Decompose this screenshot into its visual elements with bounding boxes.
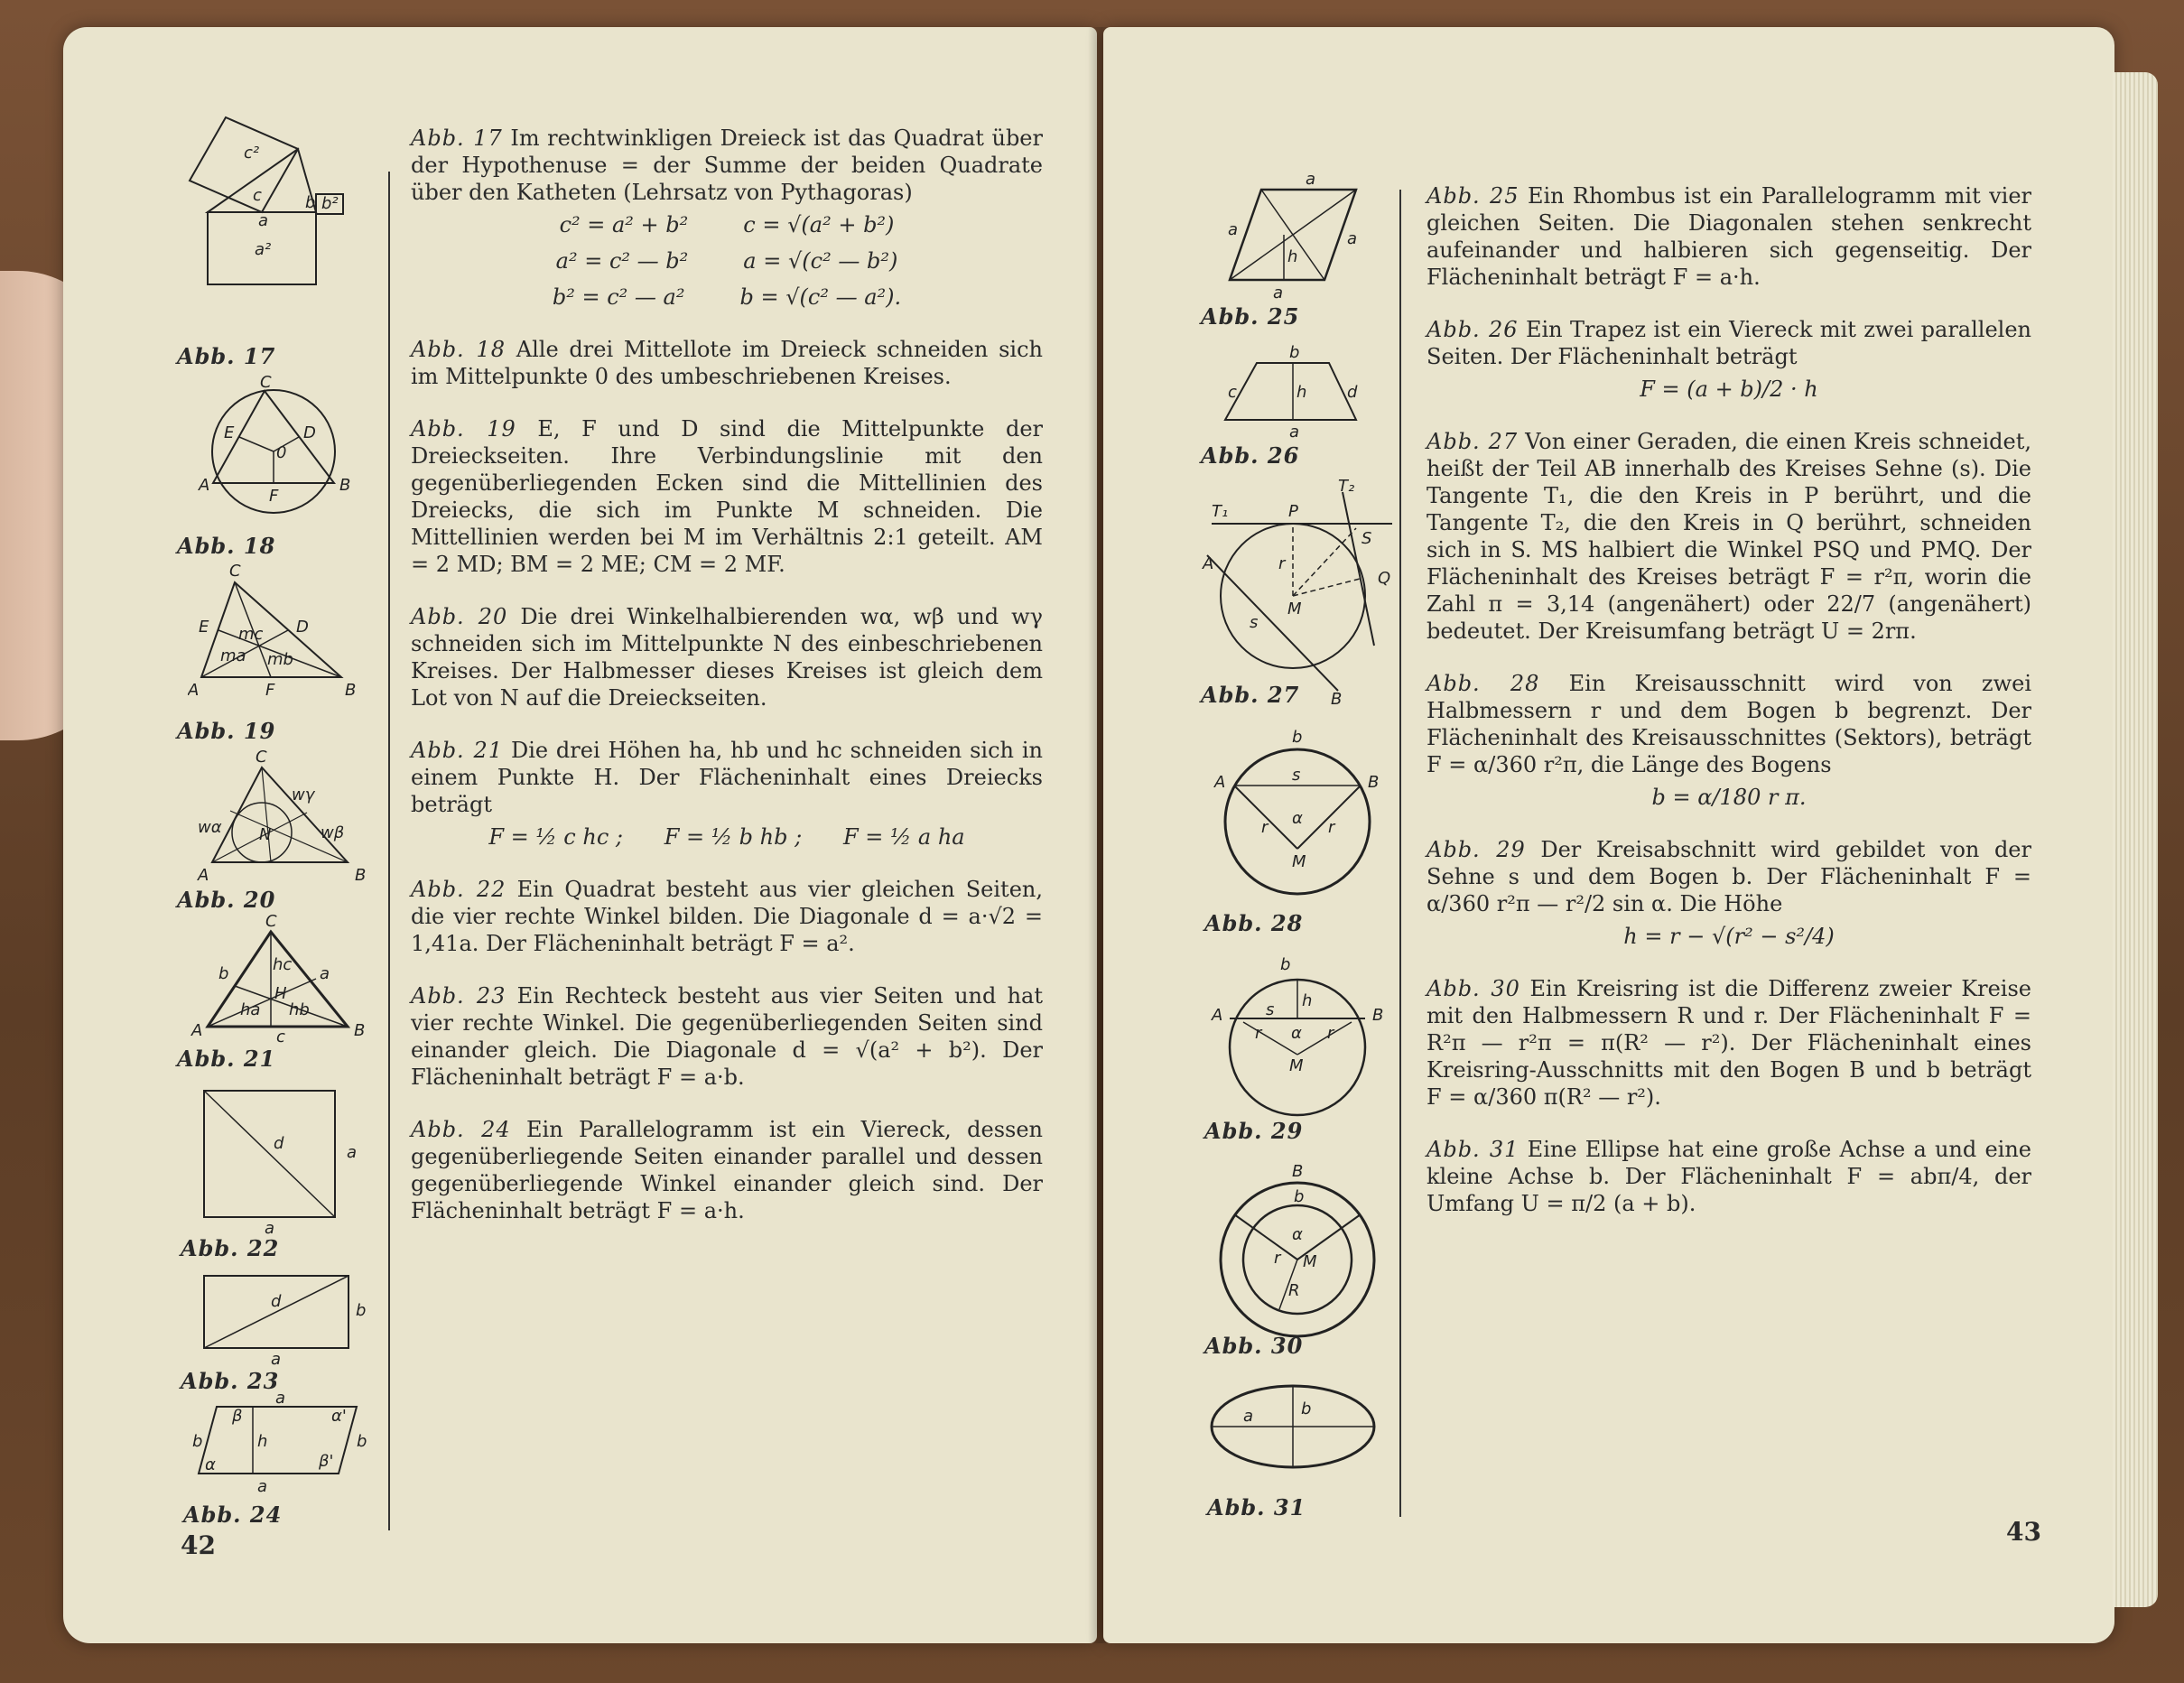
right-text-column — [1427, 182, 2031, 1242]
label: a — [271, 1350, 282, 1368]
label: c — [253, 186, 262, 205]
label: a — [1243, 1407, 1254, 1426]
paragraph-abb-30 — [1427, 975, 2031, 1111]
label: A — [1212, 1006, 1223, 1025]
caption: Abb. 25 — [1201, 303, 1300, 330]
figure-31 — [1207, 1381, 1388, 1481]
label: a — [257, 1477, 268, 1496]
paragraph-text: Ein Quadrat besteht aus vier gleichen Seiten, die vier rechte Winkel bilden. Die Diagonale d = a·√2 = 1,41a. Der Flächeninhalt beträgt F = a². — [411, 877, 1043, 956]
label: A — [1203, 554, 1214, 573]
label: B — [339, 476, 351, 495]
caption: Abb. 24 — [183, 1502, 283, 1528]
caption: Abb. 28 — [1204, 910, 1304, 936]
label: mb — [267, 650, 293, 669]
label: a — [1273, 284, 1284, 302]
label: a — [1228, 220, 1239, 239]
paragraph-abb-31 — [1427, 1136, 2031, 1217]
label: M — [1287, 600, 1302, 618]
caption: Abb. 19 — [177, 718, 276, 744]
paragraph-abb-20 — [411, 603, 1043, 711]
label: D — [296, 618, 309, 637]
label: B — [345, 681, 357, 700]
label: F — [265, 681, 275, 700]
label: b — [305, 193, 316, 212]
label: A — [191, 1021, 203, 1040]
label: A — [188, 681, 200, 700]
paragraph-abb-17 — [411, 125, 1043, 311]
left-page — [63, 27, 1097, 1643]
label: A — [198, 866, 209, 885]
label: b — [192, 1432, 203, 1451]
label: T₁ — [1212, 502, 1229, 521]
abb-label: Abb. 25 — [1427, 183, 1520, 209]
abb-label: Abb. 17 — [411, 126, 503, 151]
caption: Abb. 30 — [1204, 1333, 1304, 1359]
label: r — [1327, 1024, 1334, 1043]
page-number: 43 — [2006, 1517, 2041, 1547]
label: h — [1302, 991, 1313, 1010]
label: 0 — [276, 443, 287, 462]
label: B — [354, 1021, 366, 1040]
label: A — [199, 476, 210, 495]
paragraph-abb-18 — [411, 336, 1043, 390]
abb-label: Abb. 20 — [411, 604, 508, 629]
figure-21 — [190, 914, 379, 1049]
label: c — [276, 1027, 285, 1046]
label: r — [1278, 554, 1286, 573]
formula: h = r − √(r² − s²/4) — [1623, 924, 1835, 949]
label: b² — [321, 194, 339, 213]
label: M — [1303, 1252, 1317, 1271]
label: r — [1328, 818, 1335, 837]
label: E — [224, 423, 235, 442]
paragraph-text: Eine Ellipse hat eine große Achse a und eine kleine Achse b. Der Flächeninhalt F = abπ/4, der Umfang U = π/2 (a + b). — [1427, 1137, 2031, 1216]
paragraph-abb-26 — [1427, 316, 2031, 403]
paragraph-abb-29 — [1427, 836, 2031, 950]
label: h — [257, 1432, 268, 1451]
abb-label: Abb. 23 — [411, 983, 507, 1009]
label: C — [229, 562, 241, 581]
abb-label: Abb. 29 — [1427, 837, 1526, 862]
label: β' — [319, 1452, 334, 1471]
label: hb — [289, 1000, 310, 1019]
caption: Abb. 31 — [1207, 1494, 1306, 1520]
label: s — [1266, 1000, 1275, 1019]
label: T₂ — [1338, 479, 1355, 496]
paragraph-abb-24 — [411, 1116, 1043, 1224]
paragraph-text: Ein Rechteck besteht aus vier Seiten und hat vier rechte Winkel. Die gegenüberliegenden Seiten sind einander gleich. Die Diagonale d = √(a² + b²). Der Flächeninhalt beträgt F = a·b. — [411, 983, 1043, 1090]
label: b — [356, 1301, 367, 1320]
label: c — [1228, 383, 1237, 402]
label: a — [1289, 423, 1300, 442]
label: r — [1261, 818, 1269, 837]
label: b — [357, 1432, 367, 1451]
paragraph-text: Alle drei Mittellote im Dreieck schneiden sich im Mittelpunkte 0 des umbeschriebenen Kreises. — [411, 337, 1043, 389]
label: d — [274, 1134, 284, 1153]
caption: Abb. 26 — [1201, 442, 1300, 469]
label: s — [1292, 766, 1301, 785]
abb-label: Abb. 19 — [411, 416, 516, 442]
paragraph-text: Ein Rhombus ist ein Parallelogramm mit vier gleichen Seiten. Die Diagonalen stehen senkrecht aufeinander und halbieren sich gegenseitig. Der Flächeninhalt beträgt F = a·h. — [1427, 183, 2031, 290]
label: a — [258, 211, 269, 230]
formula: a² = c² — b² a = √(c² — b²) — [555, 248, 898, 274]
label: ma — [220, 646, 246, 665]
label: b — [1289, 343, 1300, 362]
label: b — [1301, 1399, 1312, 1418]
label: B — [1368, 773, 1380, 792]
formula: F = (a + b)/2 · h — [1640, 377, 1818, 402]
label: α — [205, 1455, 216, 1474]
paragraph-abb-28 — [1427, 670, 2031, 811]
label: D — [303, 423, 316, 442]
label: α — [1292, 809, 1303, 828]
abb-label: Abb. 31 — [1427, 1137, 1520, 1162]
paragraph-abb-25 — [1427, 182, 2031, 291]
label: ha — [240, 1000, 261, 1019]
paragraph-text: E, F und D sind die Mittelpunkte der Dreieckseiten. Ihre Verbindungslinie mit den gegenüberliegenden Ecken sind die Mittellinien des Dreiecks, die sich im Punkte M schneiden. Die Mittellinien werden bei M im Verhältnis 2:1 geteilt. AM = 2 MD; BM = 2 ME; CM = 2 MF. — [411, 416, 1043, 577]
figure-29 — [1203, 948, 1401, 1129]
paragraph-text: Ein Kreisring ist die Differenz zweier Kreise mit den Halbmessern R und r. Der Flächeninhalt F = R²π — r²π = π(R² — r²). Der Flächeninhalt eines Kreisring-Ausschnitts mit den Bogen B und b beträgt F = α/360 π(R² — r²). — [1427, 976, 2031, 1110]
label: S — [1362, 529, 1372, 548]
figure-28 — [1198, 722, 1397, 903]
label: r — [1274, 1249, 1281, 1268]
label: C — [256, 749, 267, 767]
caption: Abb. 22 — [181, 1235, 280, 1261]
label: b — [218, 964, 229, 983]
label: B — [1331, 690, 1343, 704]
label: E — [199, 618, 209, 637]
figure-24 — [185, 1390, 384, 1499]
label: h — [1296, 383, 1307, 402]
column-rule — [388, 172, 390, 1530]
abb-label: Abb. 21 — [411, 738, 504, 763]
caption: Abb. 27 — [1201, 682, 1300, 708]
label: r — [1255, 1024, 1262, 1043]
label: hc — [273, 955, 293, 974]
paragraph-abb-19 — [411, 415, 1043, 578]
abb-label: Abb. 24 — [411, 1117, 511, 1142]
abb-label: Abb. 26 — [1427, 317, 1519, 342]
figure-23 — [197, 1269, 395, 1368]
label: a — [320, 964, 330, 983]
caption: Abb. 21 — [177, 1046, 276, 1072]
paragraph-text: Der Kreisabschnitt wird gebildet von der Sehne s und dem Bogen b. Der Flächeninhalt F = α/360 r²π — r²/2 sin α. Die Höhe — [1427, 837, 2031, 916]
left-text-column — [411, 125, 1043, 1250]
label: B — [1292, 1162, 1304, 1181]
abb-label: Abb. 27 — [1427, 429, 1519, 454]
paragraph-abb-23 — [411, 982, 1043, 1091]
page-number: 42 — [181, 1530, 216, 1560]
paragraph-text: Ein Parallelogramm ist ein Viereck, dessen gegenüberliegende Seiten einander parallel und dessen gegenüberliegende Winkel einander gleich sind. Der Flächeninhalt beträgt F = a·h. — [411, 1117, 1043, 1223]
paragraph-text: Die drei Winkelhalbierenden wα, wβ und wγ schneiden sich im Mittelpunkte N des einbeschriebenen Kreises. Der Halbmesser dieses Kreises ist gleich dem Lot von N auf die Dreieckseiten. — [411, 604, 1043, 711]
label: B — [1372, 1006, 1384, 1025]
figure-18 — [188, 375, 368, 537]
label: α' — [331, 1407, 347, 1426]
label: b — [1280, 955, 1291, 974]
label: mc — [238, 625, 264, 644]
abb-label: Abb. 18 — [411, 337, 506, 362]
label: a² — [255, 240, 272, 259]
formula: c² = a² + b² c = √(a² + b²) — [559, 212, 895, 237]
label: Q — [1378, 569, 1391, 588]
abb-label: Abb. 30 — [1427, 976, 1520, 1001]
figure-22 — [197, 1083, 377, 1237]
formula: F = ½ c hc ; F = ½ b hb ; F = ½ a ha — [488, 824, 965, 850]
paragraph-text: Von einer Geraden, die einen Kreis schneidet, heißt der Teil AB innerhalb des Kreises Sehne (s). Die Tangente T₁, die den Kreis in P berührt, und die Tangente T₂, die den Kreis in Q berührt, schneiden sich in S. MS halbiert die Winkel PSQ und PMQ. Der Flächeninhalt des Kreises beträgt F = r²π, worin die Zahl π = 3,14 (angenähert) oder 22/7 (angenähert) bedeutet. Der Kreisumfang beträgt U = 2rπ. — [1427, 429, 2031, 644]
figure-30 — [1207, 1160, 1397, 1350]
label: R — [1288, 1281, 1300, 1300]
label: H — [274, 984, 287, 1003]
label: d — [271, 1292, 282, 1311]
label: a — [347, 1143, 358, 1162]
label: a — [265, 1219, 275, 1237]
label: C — [260, 375, 272, 392]
label: a — [1347, 229, 1358, 248]
caption: Abb. 18 — [177, 533, 276, 559]
figure-19 — [188, 560, 368, 713]
label: wβ — [321, 823, 345, 842]
page-edges — [2113, 72, 2158, 1607]
label: s — [1250, 613, 1259, 632]
label: N — [259, 825, 272, 844]
paragraph-abb-27 — [1427, 428, 2031, 645]
label: a — [1306, 172, 1316, 189]
paragraph-abb-21 — [411, 737, 1043, 851]
formula: b = α/180 r π. — [1651, 785, 1807, 810]
label: A — [1214, 773, 1226, 792]
paragraph-abb-22 — [411, 876, 1043, 957]
label: B — [355, 866, 367, 885]
paragraph-text: Ein Kreisausschnitt wird von zwei Halbmessern r und dem Bogen b begrenzt. Der Flächeninhalt des Kreisausschnittes (Sektors), beträgt F = α/360 r²π, die Länge des Bogens — [1427, 671, 2031, 777]
label: β — [232, 1407, 243, 1426]
label: P — [1288, 502, 1298, 521]
paragraph-text: Die drei Höhen ha, hb und hc schneiden sich in einem Punkte H. Der Flächeninhalt eines Dreiecks beträgt — [411, 738, 1043, 817]
formula: b² = c² — a² b = √(c² — a²). — [552, 284, 902, 310]
label: a — [275, 1390, 286, 1408]
label: wα — [198, 818, 222, 837]
label: b — [1292, 728, 1303, 747]
label: d — [1347, 383, 1358, 402]
figure-20 — [194, 749, 375, 894]
label: C — [265, 914, 277, 931]
figure-25 — [1194, 172, 1392, 307]
abb-label: Abb. 28 — [1427, 671, 1540, 696]
label: h — [1287, 247, 1298, 266]
right-page — [1103, 27, 2114, 1643]
column-rule — [1399, 190, 1401, 1517]
abb-label: Abb. 22 — [411, 877, 507, 902]
label: b — [1294, 1187, 1305, 1206]
caption: Abb. 23 — [181, 1368, 280, 1394]
label: c² — [244, 144, 260, 163]
label: F — [269, 487, 279, 506]
caption: Abb. 20 — [177, 887, 276, 913]
label: M — [1292, 852, 1306, 871]
figure-27 — [1185, 479, 1401, 704]
caption: Abb. 29 — [1204, 1118, 1304, 1144]
paragraph-text: Im rechtwinkligen Dreieck ist das Quadrat über der Hypothenuse = der Summe der beiden Quadrate über den Katheten (Lehrsatz von Pythagoras) — [411, 126, 1043, 205]
label: α — [1291, 1024, 1302, 1043]
label: α — [1292, 1225, 1303, 1244]
label: wγ — [292, 786, 315, 804]
figure-17 — [172, 99, 370, 289]
label: M — [1289, 1056, 1304, 1075]
paragraph-text: Ein Trapez ist ein Viereck mit zwei parallelen Seiten. Der Flächeninhalt beträgt — [1427, 317, 2031, 369]
caption: Abb. 17 — [177, 343, 276, 369]
